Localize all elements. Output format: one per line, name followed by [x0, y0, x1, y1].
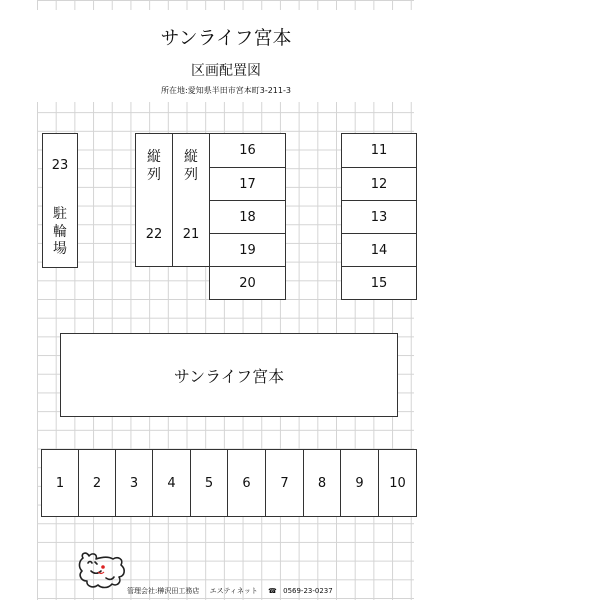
parking-space-14: 14 — [341, 233, 417, 267]
parking-space-22 — [135, 133, 173, 267]
parking-space-21 — [172, 133, 210, 267]
parking-space-20: 20 — [209, 266, 286, 300]
parking-space-2: 2 — [78, 449, 116, 517]
parking-space-19: 19 — [209, 233, 286, 267]
parking-space-13: 13 — [341, 200, 417, 234]
space-21-number: 21 — [182, 227, 200, 242]
parking-space-17: 17 — [209, 167, 286, 201]
phone-icon: ☎ — [268, 587, 277, 595]
bike-parking-label: 駐 輪 場 — [53, 206, 67, 257]
phone-number: 0569-23-0237 — [283, 587, 333, 595]
company-name: 榊沢田工務店 — [157, 587, 200, 595]
parking-space-1: 1 — [41, 449, 79, 517]
parking-space-7: 7 — [265, 449, 304, 517]
address-text: 所在地:愛知県半田市宮本町3-211-3 — [161, 86, 291, 95]
footer — [127, 586, 333, 596]
parking-space-3: 3 — [115, 449, 153, 517]
parking-space-4: 4 — [152, 449, 191, 517]
space-22-number: 22 — [145, 227, 163, 242]
parking-space-18: 18 — [209, 200, 286, 234]
parking-space-9: 9 — [340, 449, 379, 517]
parking-space-12: 12 — [341, 167, 417, 201]
parking-space-11: 11 — [341, 133, 417, 168]
building: サンライフ宮本 — [60, 333, 398, 417]
vertical-note: 縦 列 — [184, 149, 198, 183]
parking-space-10: 10 — [378, 449, 417, 517]
parking-space-15: 15 — [341, 266, 417, 300]
parking-space-5: 5 — [190, 449, 228, 517]
header-panel — [37, 10, 415, 102]
page-subtitle: 区画配置図 — [191, 63, 261, 79]
parking-space-16: 16 — [209, 133, 286, 168]
company-label: 管理会社: — [127, 587, 158, 595]
page-title: サンライフ宮本 — [160, 27, 292, 49]
brand-name: エスティネット — [209, 587, 258, 595]
vertical-note: 縦 列 — [147, 149, 161, 183]
bike-parking-area — [42, 133, 78, 268]
parking-space-6: 6 — [227, 449, 266, 517]
parking-space-8: 8 — [303, 449, 341, 517]
space-23: 23 — [51, 158, 69, 173]
mascot-icon — [74, 550, 130, 592]
